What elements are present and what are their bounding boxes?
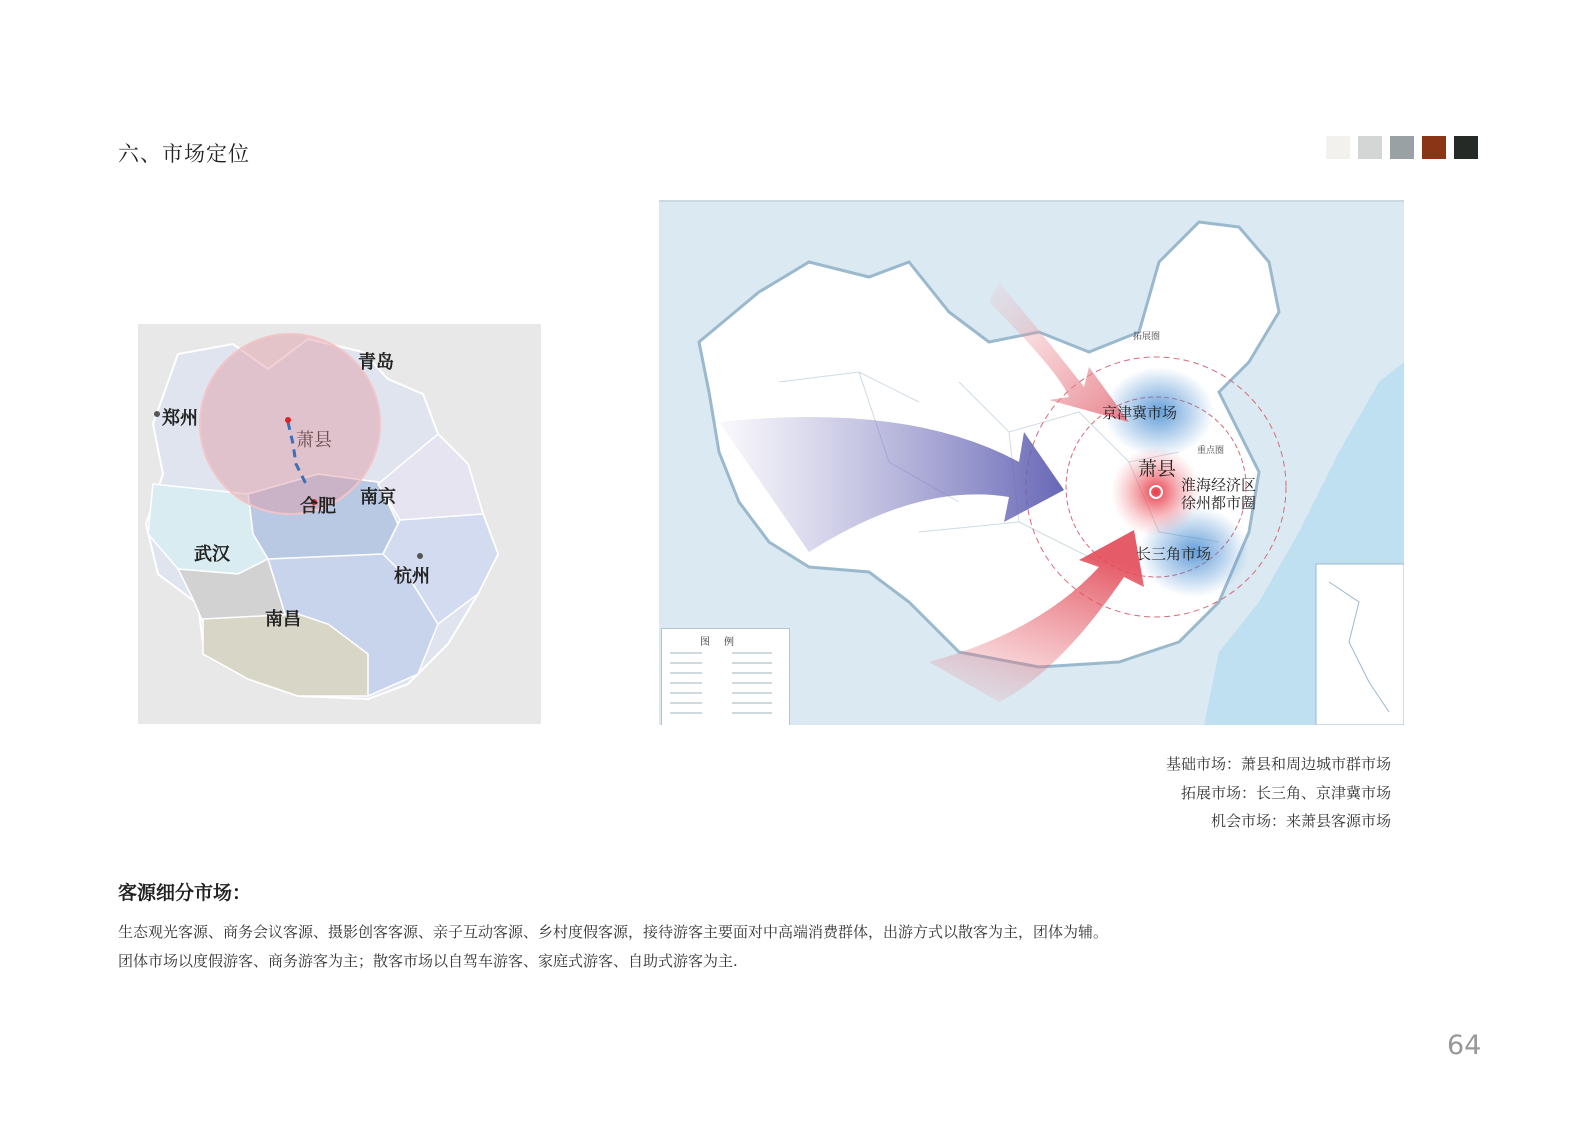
label-jingjinji-market: 京津冀市场	[1102, 404, 1178, 422]
note-opportunity-market: 机会市场：来萧县客源市场	[1210, 812, 1391, 830]
swatch-5	[1454, 136, 1478, 159]
legend-entries	[662, 629, 789, 725]
city-xiaoxian: 萧县	[296, 430, 332, 451]
section-body: 生态观光客源、商务会议客源、摄影创客客源、亲子互动客源、乡村度假客源，接待游客主要面对中高端消费群体，出游方式以散客为主，团体为辅。团体市场以度假游客、商务游客为主；散客市场以自驾车游客、家庭式游客、自助式游客为主.	[118, 923, 1109, 970]
label-focus-ring: 重点圈	[1197, 446, 1225, 456]
swatch-2	[1358, 136, 1382, 159]
city-wuhan: 武汉	[194, 544, 230, 565]
label-xuzhou-circle: 徐州都市圈	[1181, 494, 1257, 512]
city-nanjing: 南京	[360, 487, 396, 508]
label-expansion-ring: 拓展圈	[1133, 332, 1161, 342]
market-map	[659, 200, 1404, 725]
label-yangtze-market: 长三角市场	[1136, 545, 1212, 563]
regional-map	[138, 324, 541, 724]
swatch-4	[1422, 136, 1446, 159]
legend-title: 图例	[700, 637, 748, 648]
city-qingdao: 青岛	[358, 352, 394, 373]
city-nanchang: 南昌	[265, 609, 301, 630]
page-title: 六、市场定位	[118, 142, 250, 166]
label-huaihai-zone: 淮海经济区	[1181, 476, 1257, 494]
swatch-3	[1390, 136, 1414, 159]
map-legend	[661, 628, 790, 725]
city-hangzhou: 杭州	[394, 566, 430, 587]
color-swatches	[1326, 136, 1478, 159]
page-number: 64	[1447, 1030, 1482, 1061]
market-notes	[1166, 750, 1391, 836]
city-hefei: 合肥	[300, 496, 336, 517]
label-xiaoxian: 萧县	[1138, 458, 1177, 480]
city-zhengzhou: 郑州	[162, 408, 198, 429]
swatch-1	[1326, 136, 1350, 159]
note-expansion-market: 拓展市场：长三角、京津冀市场	[1180, 783, 1391, 802]
note-base-market: 基础市场：萧县和周边城市群市场	[1165, 755, 1391, 773]
regional-map-graphic	[138, 324, 541, 724]
section-title: 客源细分市场：	[118, 882, 252, 904]
